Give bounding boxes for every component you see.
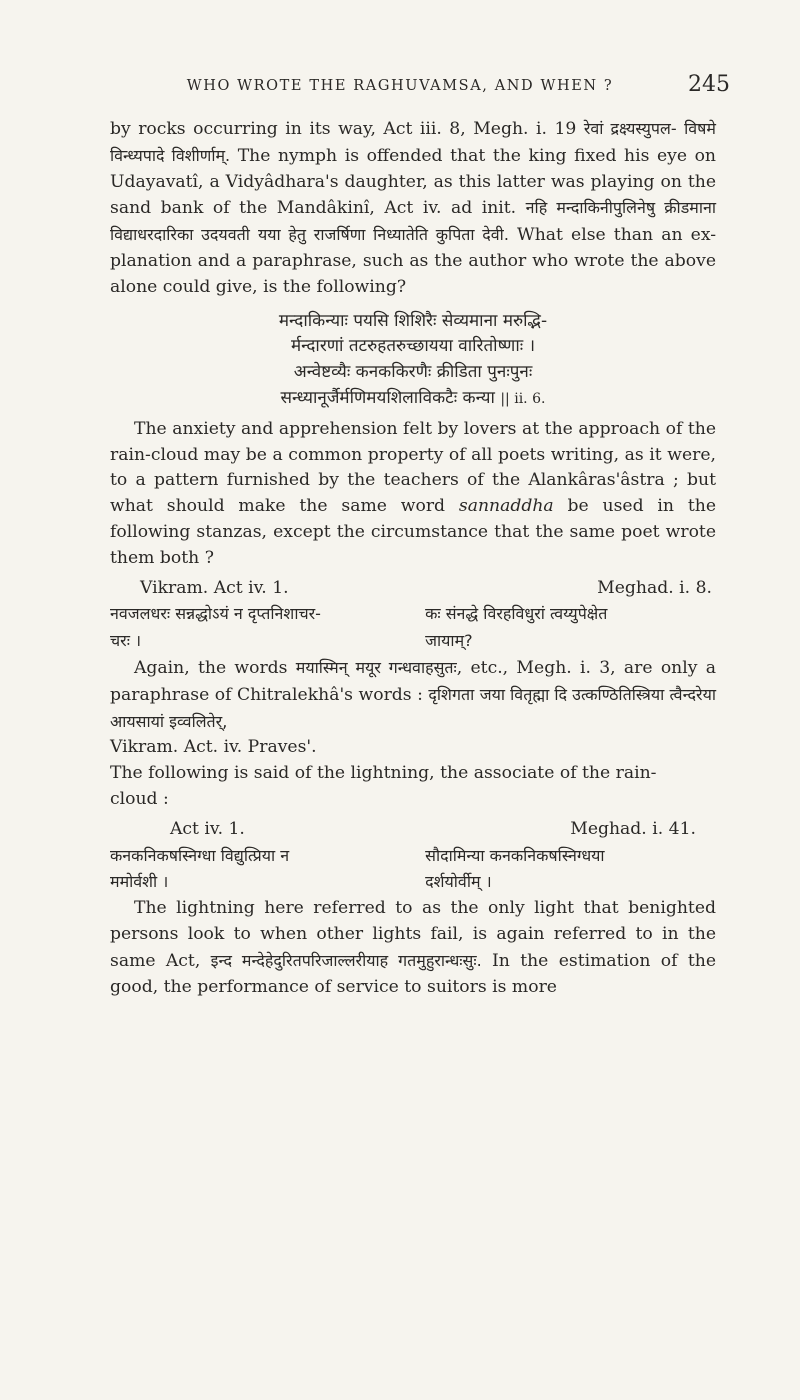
text: Again, the words [134,657,288,678]
paragraph-4 [110,896,716,1000]
page-body [110,116,716,1000]
right-caption: Meghad. i. 8. [597,577,712,598]
text: What else than an ex- [517,225,717,246]
text: by rocks occurring in its way, Act iii. 8, Megh. i. 19 [110,119,577,139]
text: persons look to when other lights fail, is again referred to in the [110,923,716,944]
text: fixed his eye on Udayavatî, a Vidyâdhara's daughter, as this latter [110,145,717,192]
comparison-verses [110,843,716,897]
text: alone could give, is the following? [110,276,407,297]
verse-line: जायाम्? [425,631,473,651]
text: The lightning here referred to as the only light that benighted [134,898,716,919]
verse-line: र्मन्दारणां तटरुहतरुच्छायया वारितोष्णाः । [290,336,536,357]
text: be used in the [567,496,716,517]
text: estimation of the good, the performance of service to suitors is more [110,950,716,997]
verse-line: सौदामिन्या कनकनिकषस्निग्धया [425,845,605,865]
verse-line: अन्वेष्टव्यैः कनककिरणैः क्रीडिता पुनःपुनः [293,362,533,383]
devanagari-quote: जया वितृह्मा दि उत्कण्ठितिस्त्रिया त्वैन्दरेया आयसायां इव्वलितेर्, [110,684,716,731]
text: but what should make the same word [110,470,716,517]
italic-term: sannaddha [458,496,554,517]
devanagari-quote: मयास्मिन् मयूर गन्धवाहसुतः [295,657,457,677]
page-number: 245 [688,72,730,97]
text: The nymph is offended that the king [237,145,567,166]
right-caption: Meghad. i. 41. [570,818,696,839]
verse-line: दर्शयोर्वीम् । [425,872,492,892]
text: In the [492,950,549,971]
text: following stanzas, except the circumstance that the same poet wrote [110,521,716,542]
verse-line: कः संनद्धे विरहविधुरां त्वय्युपेक्षेत [425,604,608,624]
verse-line: कनकनिकषस्निग्धा विद्युत्प्रिया न [110,845,290,865]
left-caption: Act iv. 1. [170,818,245,839]
right-verse [425,601,716,655]
left-verse [110,601,401,655]
comparison-captions [110,576,716,602]
text: same Act, [110,950,201,971]
right-verse [425,843,716,897]
reference-line: Vikram. Act. iv. Praves'. [110,737,317,758]
comparison-verses [110,601,716,655]
devanagari-quote: रेवां द्रक्ष्यस्युपल- [583,119,677,138]
text: the rain-cloud may be a common property of all poets writing, as it [110,418,716,465]
text: planation and a paraphrase, such as the author who wrote the above [110,250,716,271]
verse-reference: || ii. 6. [500,390,546,407]
verse-line: चरः । [110,631,142,651]
paragraph-1 [110,116,716,301]
text: were, to a pattern furnished by the teachers of the Alankâras'âstra ; [110,444,717,491]
paragraph-2 [110,417,716,572]
verse-block [110,309,716,413]
paragraph-3 [110,655,716,735]
devanagari-quote: यया हेतु राजर्षिणा निध्यातेति कुपिता देवी. [257,225,509,245]
left-verse [110,843,401,897]
left-caption: Vikram. Act iv. 1. [140,577,289,598]
devanagari-quote: नहि मन्दाकिनीपुलिनेषु क्रीडमाना विद्याधरदारिका उदयवती [110,198,716,245]
verse-line: मन्दाकिन्याः पयसि शिशिरैः सेव्यमाना मरुद्भि- [278,310,548,331]
text: Megh. i. 3, are only a paraphrase of Chitralekhâ's words : [110,657,716,705]
text: , etc., [456,657,509,678]
text: The following is said of the lightning, the associate of the rain- [110,763,657,784]
devanagari-quote: विषमे विन्ध्यपादे विशीर्णाम्. [110,119,716,165]
text: The anxiety and apprehension felt by lovers at the approach of [134,418,683,439]
devanagari-quote: दृशिगता [428,684,475,704]
text: was playing on the sand bank of the Mandâkinî, Act iv. ad init. [110,171,716,219]
verse-line: सन्ध्यानूर्जैर्मणिमयशिलाविकटैः कन्या [280,387,495,408]
text: them both ? [110,547,214,568]
comparison-captions [110,817,716,843]
text: cloud : [110,788,169,809]
verse-line: नवजलधरः सन्नद्धोऽयं न दृप्तनिशाचर- [110,604,321,624]
running-head: WHO WROTE THE RAGHUVAMSA, AND WHEN ? [186,78,614,94]
devanagari-quote: इन्द मन्देहेदुरितपरिजाल्लरीयाह गतमुहुरान्धःसुः. [210,950,482,970]
verse-line: ममोर्वशी । [110,872,169,892]
